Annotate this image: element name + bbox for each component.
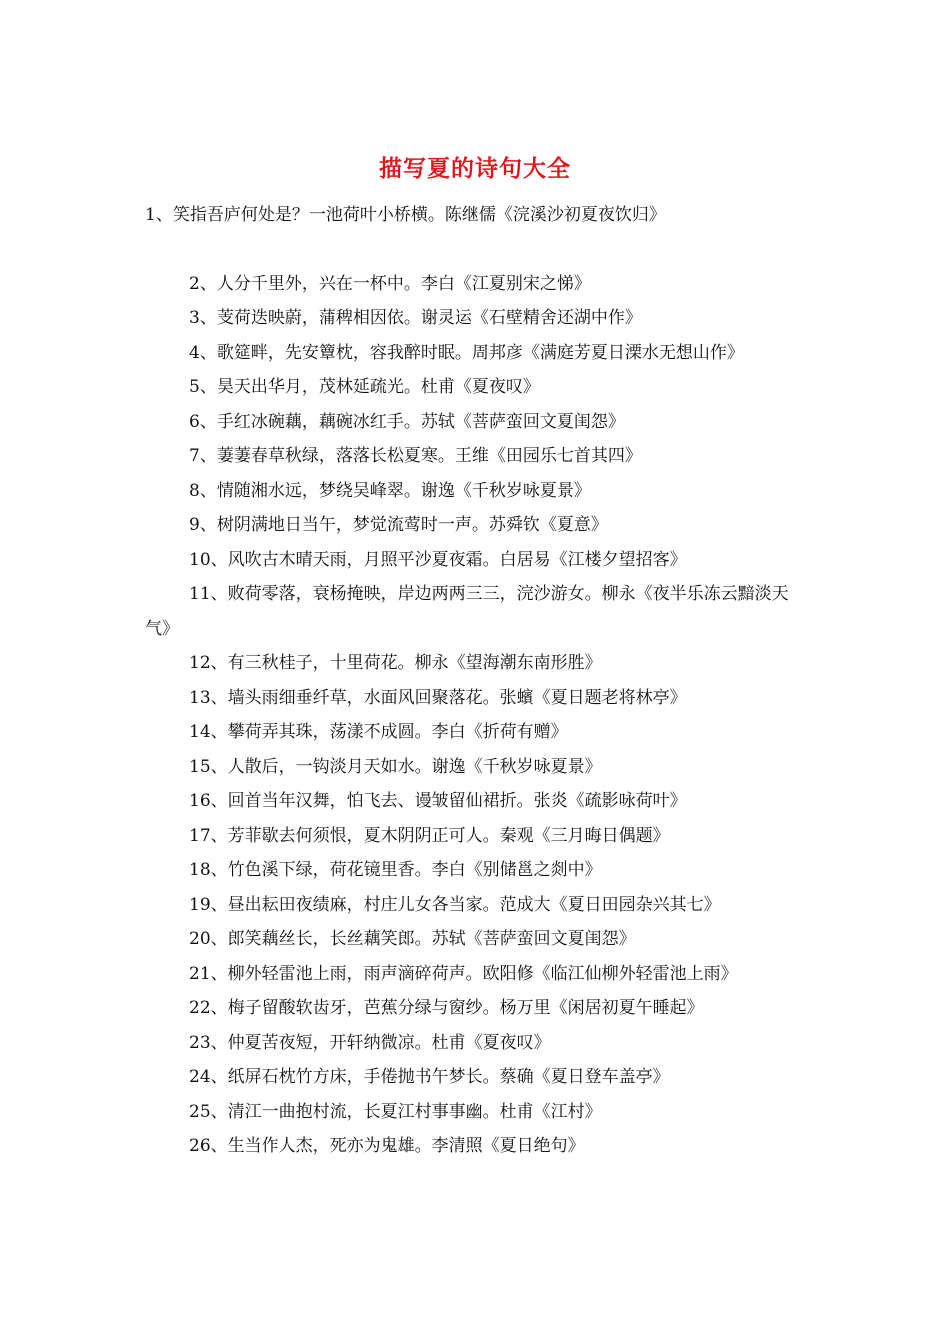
poem-line: 2、人分千里外，兴在一杯中。李白《江夏别宋之悌》 — [189, 273, 591, 294]
poem-line: 25、清江一曲抱村流，长夏江村事事幽。杜甫《江村》 — [189, 1101, 602, 1122]
poem-line: 22、梅子留酸软齿牙，芭蕉分绿与窗纱。杨万里《闲居初夏午睡起》 — [189, 998, 704, 1018]
poem-line: 15、人散后，一钩淡月天如水。谢逸《千秋岁咏夏景》 — [189, 756, 602, 777]
poem-line: 14、攀荷弄其珠，荡漾不成圆。李白《折荷有赠》 — [189, 722, 568, 742]
page-title: 描写夏的诗句大全 — [379, 155, 571, 182]
poem-line: 4、歌筵畔，先安簟枕，容我醉时眠。周邦彦《满庭芳夏日溧水无想山作》 — [189, 342, 744, 363]
poem-line: 20、郎笑藕丝长，长丝藕笑郎。苏轼《菩萨蛮回文夏闺怨》 — [189, 929, 636, 949]
poem-line: 1、笑指吾庐何处是？一池荷叶小桥横。陈继儒《浣溪沙初夏夜饮归》 — [145, 205, 666, 225]
poem-line: 9、树阴满地日当午，梦觉流莺时一声。苏舜钦《夏意》 — [189, 515, 608, 535]
poem-line: 7、萋萋春草秋绿，落落长松夏寒。王维《田园乐七首其四》 — [189, 446, 642, 466]
poem-line: 11、败荷零落，衰杨掩映，岸边两两三三，浣沙游女。柳永《夜半乐冻云黯淡天气》 — [145, 584, 789, 639]
poem-line: 8、情随湘水远，梦绕吴峰翠。谢逸《千秋岁咏夏景》 — [189, 480, 591, 501]
poem-line: 17、芳菲歇去何须恨，夏木阴阴正可人。秦观《三月晦日偶题》 — [189, 825, 670, 846]
poem-line: 18、竹色溪下绿，荷花镜里香。李白《别储邕之剡中》 — [189, 860, 602, 880]
poem-line: 24、纸屏石枕竹方床，手倦抛书午梦长。蔡确《夏日登车盖亭》 — [189, 1067, 670, 1087]
poem-line: 16、回首当年汉舞，怕飞去、谩皱留仙裙折。张炎《疏影咏荷叶》 — [189, 791, 687, 811]
poem-line: 6、手红冰碗藕，藕碗冰红手。苏轼《菩萨蛮回文夏闺怨》 — [189, 411, 625, 432]
poem-line: 5、昊天出华月，茂林延疏光。杜甫《夏夜叹》 — [189, 377, 540, 397]
poem-line: 12、有三秋桂子，十里荷花。柳永《望海潮东南形胜》 — [189, 653, 602, 673]
poem-list — [145, 198, 810, 1164]
poem-line: 13、墙头雨细垂纤草，水面风回聚落花。张蠙《夏日题老将林亭》 — [189, 687, 687, 708]
poem-line: 26、生当作人杰，死亦为鬼雄。李清照《夏日绝句》 — [189, 1136, 585, 1156]
poem-line: 21、柳外轻雷池上雨，雨声滴碎荷声。欧阳修《临江仙柳外轻雷池上雨》 — [189, 963, 738, 984]
poem-line: 23、仲夏苦夜短，开轩纳微凉。杜甫《夏夜叹》 — [189, 1032, 551, 1053]
poem-line: 10、风吹古木晴天雨，月照平沙夏夜霜。白居易《江楼夕望招客》 — [189, 549, 687, 570]
poem-line: 19、昼出耘田夜绩麻，村庄儿女各当家。范成大《夏日田园杂兴其七》 — [189, 894, 721, 915]
poem-line: 3、芰荷迭映蔚，蒲稗相因依。谢灵运《石壁精舍还湖中作》 — [189, 308, 642, 328]
